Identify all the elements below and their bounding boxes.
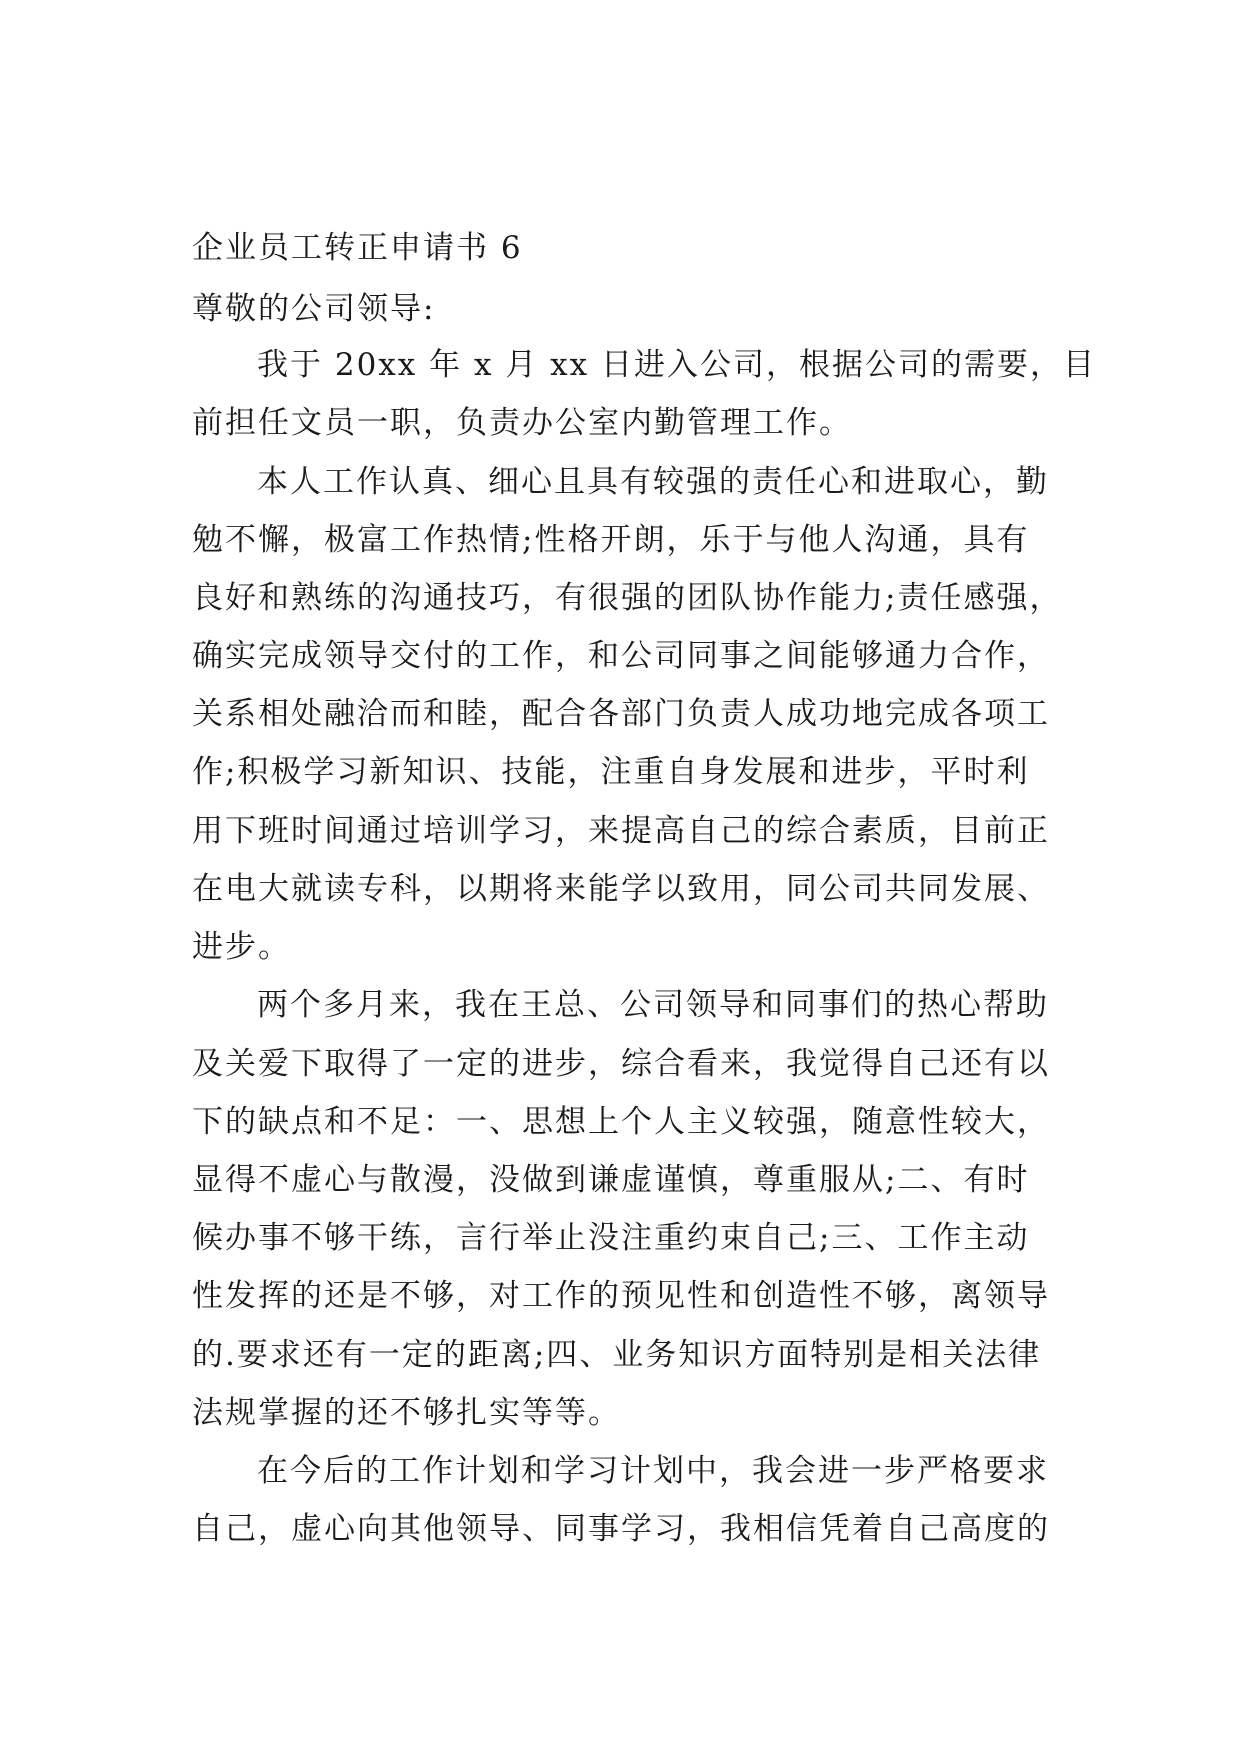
paragraph-line: 关系相处融洽而和睦，配合各部门负责人成功地完成各项工	[192, 696, 1050, 732]
paragraph-line: 我于 20xx 年 x 月 xx 日进入公司，根据公司的需要，目	[257, 347, 1096, 383]
paragraph-line: 进步。	[192, 929, 291, 965]
paragraph-line: 及关爱下取得了一定的进步，综合看来，我觉得自己还有以	[192, 1046, 1050, 1082]
paragraph-line: 确实完成领导交付的工作，和公司同事之间能够通力合作，	[192, 638, 1050, 674]
paragraph-line: 前担任文员一职，负责办公室内勤管理工作。	[192, 405, 852, 441]
paragraph-line: 勉不懈，极富工作热情;性格开朗，乐于与他人沟通，具有	[192, 522, 1030, 558]
paragraph-line: 良好和熟练的沟通技巧，有很强的团队协作能力;责任感强，	[192, 580, 1063, 616]
paragraph-line: 性发挥的还是不够，对工作的预见性和创造性不够，离领导	[192, 1278, 1050, 1314]
paragraph-line: 在今后的工作计划和学习计划中，我会进一步严格要求	[257, 1453, 1049, 1489]
paragraph-line: 候办事不够干练，言行举止没注重约束自己;三、工作主动	[192, 1220, 1030, 1256]
paragraph-line: 显得不虚心与散漫，没做到谦虚谨慎，尊重服从;二、有时	[192, 1162, 1030, 1198]
document-title: 企业员工转正申请书 6	[192, 230, 523, 266]
paragraph-line: 下的缺点和不足：一、思想上个人主义较强，随意性较大，	[192, 1104, 1050, 1140]
paragraph-line: 自己，虚心向其他领导、同事学习，我相信凭着自己高度的	[192, 1511, 1050, 1547]
paragraph-line: 用下班时间通过培训学习，来提高自己的综合素质，目前正	[192, 813, 1050, 849]
paragraph-line: 两个多月来，我在王总、公司领导和同事们的热心帮助	[257, 987, 1049, 1023]
paragraph-line: 本人工作认真、细心且具有较强的责任心和进取心，勤	[257, 464, 1049, 500]
salutation: 尊敬的公司领导:	[192, 291, 436, 327]
paragraph-line: 作;积极学习新知识、技能，注重自身发展和进步，平时利	[192, 754, 1030, 790]
paragraph-line: 法规掌握的还不够扎实等等。	[192, 1395, 621, 1431]
paragraph-line: 在电大就读专科，以期将来能学以致用，同公司共同发展、	[192, 871, 1050, 907]
paragraph-line: 的.要求还有一定的距离;四、业务知识方面特别是相关法律	[192, 1337, 1042, 1373]
